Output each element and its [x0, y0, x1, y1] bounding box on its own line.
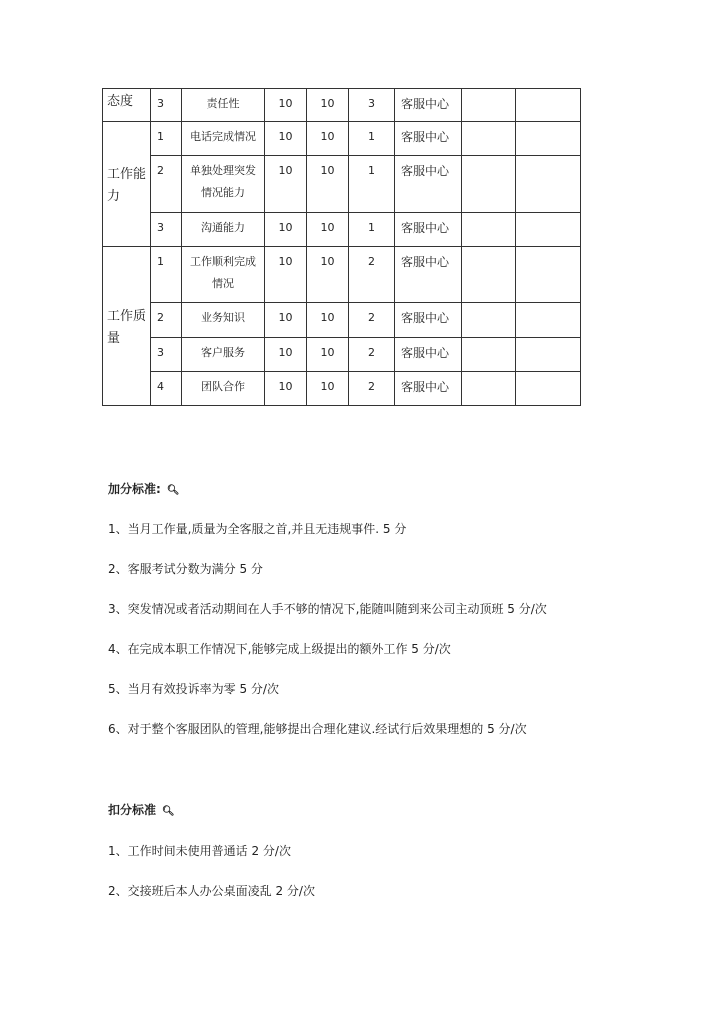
- empty-cell: [516, 89, 581, 122]
- score-a-cell: 10: [265, 122, 307, 156]
- table-row: [103, 338, 581, 372]
- empty-cell: [516, 338, 581, 372]
- score-a-cell: 10: [265, 213, 307, 247]
- number-cell: 1: [151, 122, 182, 156]
- empty-cell: [516, 303, 581, 338]
- item-cell: 单独处理突发情况能力: [182, 156, 265, 213]
- weight-cell: 1: [349, 122, 395, 156]
- score-b-cell: 10: [307, 122, 349, 156]
- table-row: [103, 156, 581, 213]
- empty-cell: [462, 213, 516, 247]
- score-b-cell: 10: [307, 213, 349, 247]
- department-cell: 客服中心: [395, 372, 462, 406]
- score-b-cell: 10: [307, 372, 349, 406]
- bonus-item: 4、在完成本职工作情况下,能够完成上级提出的额外工作 5 分/次: [108, 642, 451, 656]
- score-b-cell: 10: [307, 247, 349, 303]
- penalty-item: 2、交接班后本人办公桌面凌乱 2 分/次: [108, 884, 315, 898]
- department-cell: 客服中心: [395, 303, 462, 338]
- score-b-cell: 10: [307, 338, 349, 372]
- score-table: [102, 88, 581, 406]
- weight-cell: 1: [349, 156, 395, 213]
- number-cell: 2: [151, 156, 182, 213]
- department-cell: 客服中心: [395, 122, 462, 156]
- department-cell: 客服中心: [395, 156, 462, 213]
- number-cell: 4: [151, 372, 182, 406]
- table-row: [103, 122, 581, 156]
- empty-cell: [462, 247, 516, 303]
- score-b-cell: 10: [307, 89, 349, 122]
- number-cell: 1: [151, 247, 182, 303]
- item-cell: 工作顺利完成情况: [182, 247, 265, 303]
- empty-cell: [462, 156, 516, 213]
- score-a-cell: 10: [265, 372, 307, 406]
- score-a-cell: 10: [265, 303, 307, 338]
- table-row: [103, 303, 581, 338]
- bonus-title: [108, 480, 180, 497]
- table-row: [103, 372, 581, 406]
- table-row: [103, 89, 581, 122]
- item-cell: 沟通能力: [182, 213, 265, 247]
- number-cell: 3: [151, 338, 182, 372]
- penalty-title-text: 扣分标准: [108, 803, 157, 817]
- empty-cell: [516, 156, 581, 213]
- penalty-title: [108, 801, 175, 818]
- category-cell: 态度: [103, 89, 151, 122]
- number-cell: 2: [151, 303, 182, 338]
- item-cell: 团队合作: [182, 372, 265, 406]
- item-cell: 责任性: [182, 89, 265, 122]
- empty-cell: [516, 213, 581, 247]
- weight-cell: 2: [349, 372, 395, 406]
- empty-cell: [462, 372, 516, 406]
- table-row: [103, 213, 581, 247]
- number-cell: 3: [151, 89, 182, 122]
- score-a-cell: 10: [265, 247, 307, 303]
- department-cell: 客服中心: [395, 247, 462, 303]
- weight-cell: 2: [349, 338, 395, 372]
- bonus-title-text: 加分标准:: [108, 482, 161, 496]
- search-icon: 🔍︎: [162, 806, 175, 817]
- number-cell: 3: [151, 213, 182, 247]
- empty-cell: [516, 372, 581, 406]
- department-cell: 客服中心: [395, 89, 462, 122]
- empty-cell: [462, 303, 516, 338]
- bonus-item: 1、当月工作量,质量为全客服之首,并且无违规事件. 5 分: [108, 522, 407, 536]
- weight-cell: 2: [349, 303, 395, 338]
- category-cell: 工作能力: [103, 122, 151, 247]
- category-cell: 工作质量: [103, 247, 151, 406]
- score-b-cell: 10: [307, 156, 349, 213]
- score-b-cell: 10: [307, 303, 349, 338]
- empty-cell: [462, 338, 516, 372]
- bonus-item: 6、对于整个客服团队的管理,能够提出合理化建议.经试行后效果理想的 5 分/次: [108, 722, 527, 736]
- weight-cell: 1: [349, 213, 395, 247]
- department-cell: 客服中心: [395, 338, 462, 372]
- score-a-cell: 10: [265, 338, 307, 372]
- penalty-item: 1、工作时间未使用普通话 2 分/次: [108, 844, 291, 858]
- empty-cell: [516, 122, 581, 156]
- item-cell: 业务知识: [182, 303, 265, 338]
- bonus-item: 2、客服考试分数为满分 5 分: [108, 562, 263, 576]
- weight-cell: 3: [349, 89, 395, 122]
- empty-cell: [462, 89, 516, 122]
- bonus-item: 3、突发情况或者活动期间在人手不够的情况下,能随叫随到来公司主动顶班 5 分/次: [108, 602, 547, 616]
- score-a-cell: 10: [265, 156, 307, 213]
- table-row: [103, 247, 581, 303]
- item-cell: 客户服务: [182, 338, 265, 372]
- search-icon: 🔍︎: [166, 485, 180, 496]
- weight-cell: 2: [349, 247, 395, 303]
- empty-cell: [516, 247, 581, 303]
- bonus-item: 5、当月有效投诉率为零 5 分/次: [108, 682, 279, 696]
- department-cell: 客服中心: [395, 213, 462, 247]
- score-a-cell: 10: [265, 89, 307, 122]
- empty-cell: [462, 122, 516, 156]
- item-cell: 电话完成情况: [182, 122, 265, 156]
